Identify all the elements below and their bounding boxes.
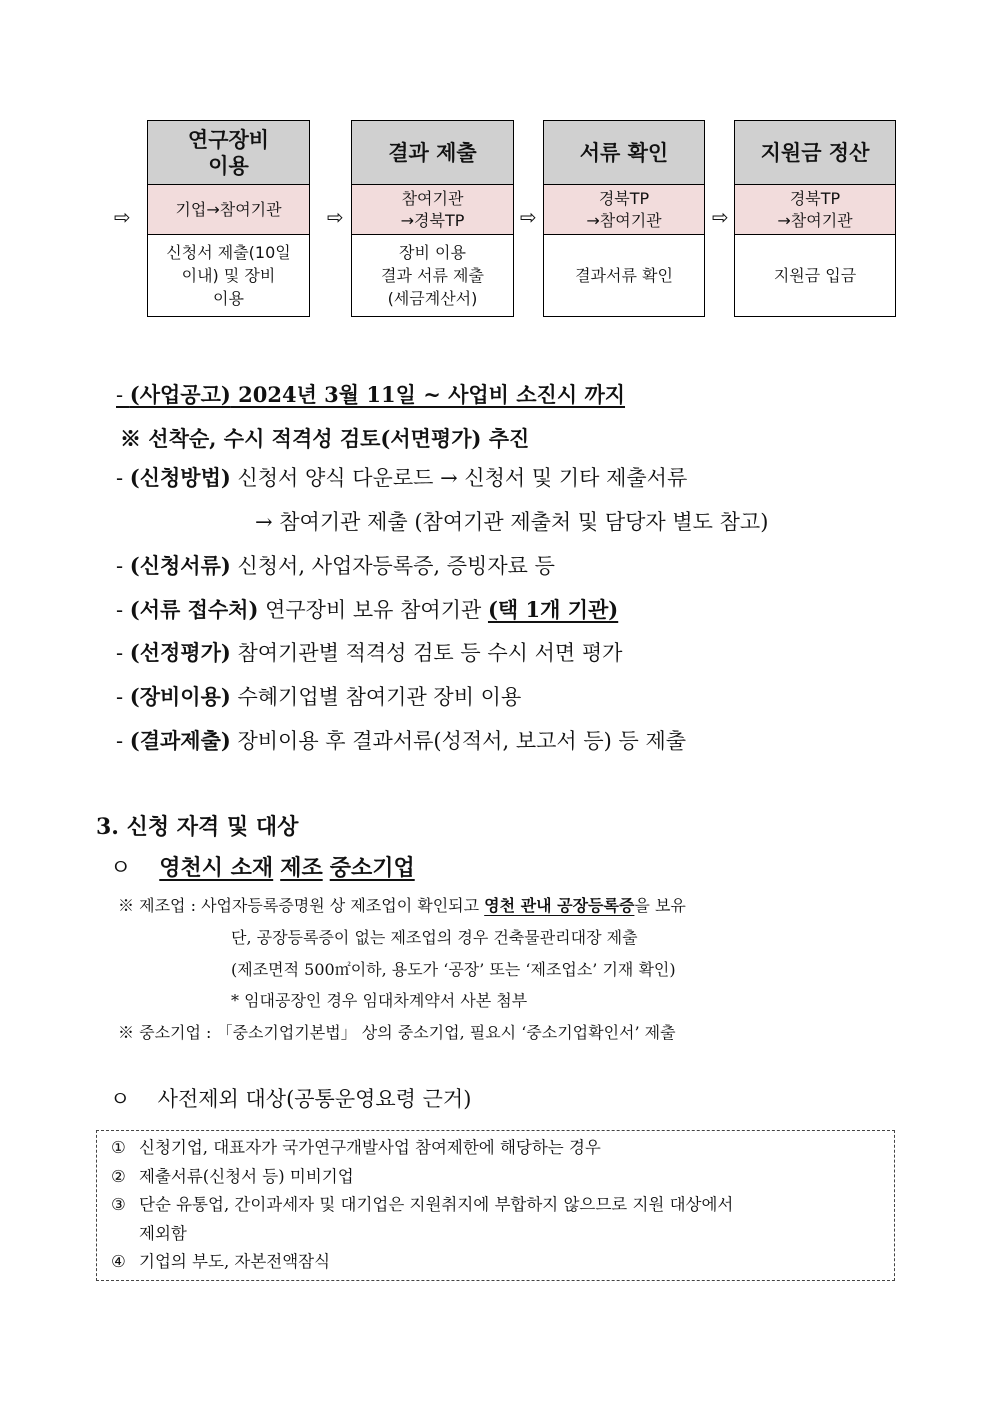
flow-step-result-submit xyxy=(351,120,514,317)
note-mark: ※ xyxy=(118,1023,135,1042)
flow-step-who: 기업→참여기관 xyxy=(148,185,309,235)
flow-step-document-check xyxy=(543,120,705,317)
eval-label: (선정평가) xyxy=(129,640,231,665)
flow-step-equipment-use xyxy=(147,120,310,317)
list-item: ② 제출서류(신청서 등) 미비기업 xyxy=(111,1166,354,1186)
method-line: - (신청방법) 신청서 양식 다운로드 → 신청서 및 기타 제출서류 xyxy=(116,465,688,490)
office-line: - (서류 접수처) 연구장비 보유 참여기관 (택 1개 기관) xyxy=(116,597,619,622)
first-come-note: ※ 선착순, 수시 적격성 검토(서면평가) 추진 xyxy=(120,426,530,451)
flow-step-action: 지원금 입금 xyxy=(773,266,857,285)
result-line: - (결과제출) 장비이용 후 결과서류(성적서, 보고서 등) 등 제출 xyxy=(116,728,687,753)
flow-step-title: 결과 제출 xyxy=(352,121,513,185)
eval-text: 참여기관별 적격성 검토 등 수시 서면 평가 xyxy=(230,641,623,665)
flow-step-action: 장비 이용 결과 서류 제출 (세금계산서) xyxy=(381,243,484,308)
result-text: 장비이용 후 결과서류(성적서, 보고서 등) 등 제출 xyxy=(230,729,687,753)
bullet-circle-icon: ㅇ xyxy=(110,856,132,881)
docs-line: - (신청서류) 신청서, 사업자등록증, 증빙자료 등 xyxy=(116,553,555,578)
office-emphasis: (택 1개 기관) xyxy=(487,597,619,622)
use-label: (장비이용) xyxy=(129,684,231,709)
exclusion-list-box xyxy=(96,1130,895,1281)
note-mark: ※ xyxy=(118,896,135,915)
result-label: (결과제출) xyxy=(129,728,231,753)
list-item-cont: 제외함 xyxy=(139,1223,187,1243)
use-text: 수혜기업별 참여기관 장비 이용 xyxy=(230,685,522,709)
method-line-cont: → 참여기관 제출 (참여기관 제출처 및 담당자 별도 참고) xyxy=(255,510,769,534)
flow-arrow-icon: ⇨ xyxy=(520,205,537,229)
section-3-title: 3. 신청 자격 및 대상 xyxy=(96,814,299,840)
exclude-heading xyxy=(110,1084,471,1114)
mfg-note-line1: ※ 제조업 : 사업자등록증명원 상 제조업이 확인되고 영천 관내 공장등록증을 보유 xyxy=(118,896,686,915)
mfg-note-line2: 단, 공장등록증이 없는 제조업의 경우 건축물관리대장 제출 xyxy=(231,928,638,947)
announce-label: (사업공고) xyxy=(129,382,231,407)
office-label: (서류 접수처) xyxy=(129,597,259,622)
flow-step-action: 결과서류 확인 xyxy=(575,266,673,285)
flow-step-who: 경북TP →참여기관 xyxy=(735,185,895,235)
target-type: 제조 xyxy=(280,855,323,881)
announce-line: - (사업공고) 2024년 3월 11일 ~ 사업비 소진시 까지 xyxy=(116,382,626,407)
announce-text: 2024년 3월 11일 ~ 사업비 소진시 까지 xyxy=(230,382,626,407)
bullet-circle-icon: ㅇ xyxy=(110,1087,131,1111)
list-item: ③ 단순 유통업, 간이과세자 및 대기업은 지원취지에 부합하지 않으므로 지원 대상에서 xyxy=(111,1195,734,1214)
flow-step-title: 연구장비 이용 xyxy=(148,121,309,185)
target-size: 중소기업 xyxy=(329,855,415,881)
method-label: (신청방법) xyxy=(129,465,231,490)
eval-line: - (선정평가) 참여기관별 적격성 검토 등 수시 서면 평가 xyxy=(116,640,623,665)
flow-step-action: 신청서 제출(10일 이내) 및 장비 이용 xyxy=(166,243,291,308)
list-item: ④ 기업의 부도, 자본전액잠식 xyxy=(111,1252,331,1271)
factory-registration-emphasis: 영천 관내 공장등록증 xyxy=(484,896,635,915)
mfg-note-label: 제조업 : xyxy=(139,896,196,915)
target-line xyxy=(110,853,415,884)
mfg-note-line4: * 임대공장인 경우 임대차계약서 사본 첨부 xyxy=(231,991,528,1010)
flow-step-settlement xyxy=(734,120,896,317)
docs-label: (신청서류) xyxy=(129,553,231,578)
flow-step-who: 경북TP →참여기관 xyxy=(544,185,704,235)
flow-step-title: 지원금 정산 xyxy=(735,121,895,185)
flow-arrow-icon: ⇨ xyxy=(712,205,729,229)
docs-text: 신청서, 사업자등록증, 증빙자료 등 xyxy=(230,554,555,578)
method-text: 신청서 양식 다운로드 → 신청서 및 기타 제출서류 xyxy=(230,466,688,490)
use-line: - (장비이용) 수혜기업별 참여기관 장비 이용 xyxy=(116,684,522,709)
target-region: 영천시 소재 xyxy=(159,855,274,881)
mfg-note-line3: (제조면적 500㎡이하, 용도가 ‘공장’ 또는 ‘제조업소’ 기재 확인) xyxy=(231,960,676,979)
flow-step-who: 참여기관 →경북TP xyxy=(352,185,513,235)
office-text: 연구장비 보유 참여기관 xyxy=(258,598,488,622)
exclude-title: 사전제외 대상(공통운영요령 근거) xyxy=(157,1087,472,1111)
flow-arrow-icon: ⇨ xyxy=(114,205,131,229)
sme-note: ※ 중소기업 : 「중소기업기본법」 상의 중소기업, 필요시 ‘중소기업확인서’ 제출 xyxy=(118,1023,676,1042)
flow-arrow-icon: ⇨ xyxy=(327,205,344,229)
flow-step-title: 서류 확인 xyxy=(544,121,704,185)
list-item: ① 신청기업, 대표자가 국가연구개발사업 참여제한에 해당하는 경우 xyxy=(111,1138,601,1157)
